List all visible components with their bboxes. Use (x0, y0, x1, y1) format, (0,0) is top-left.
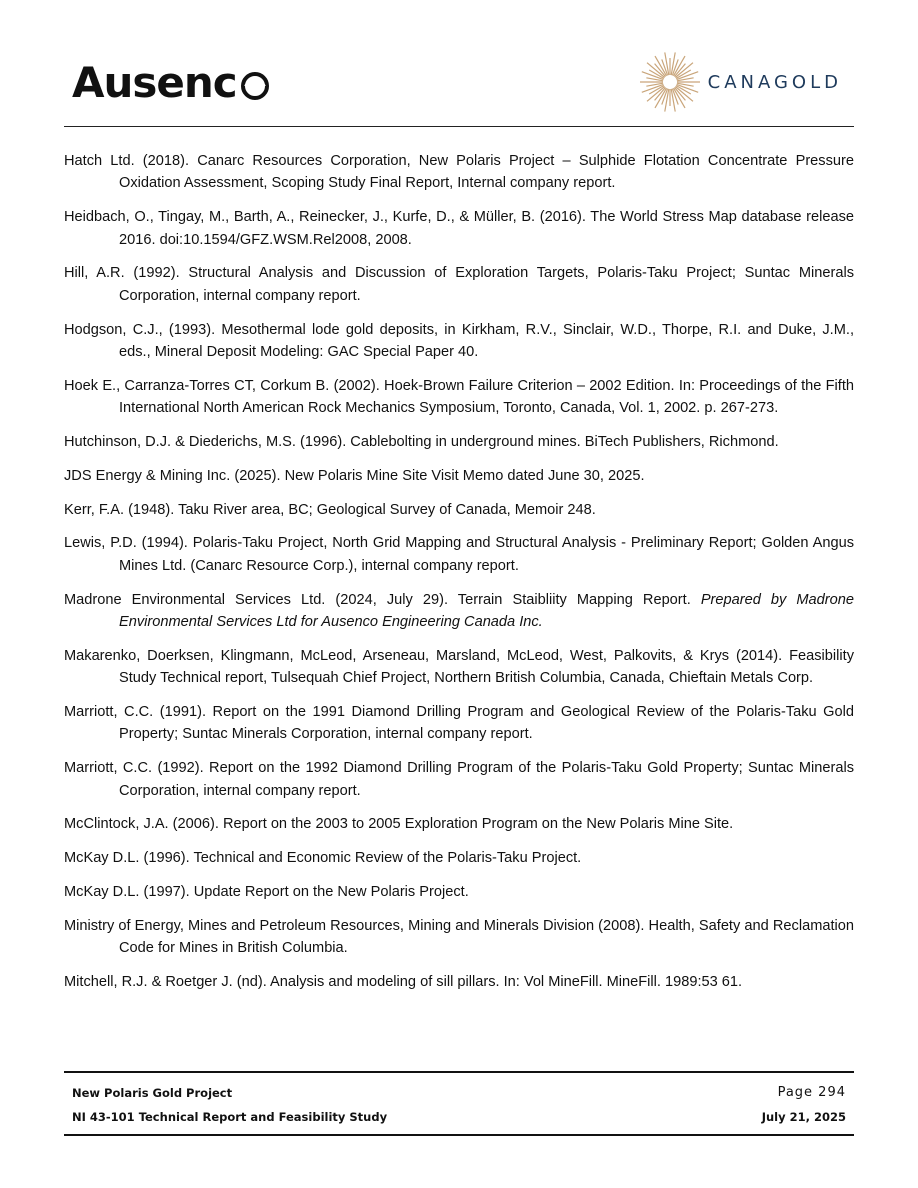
footer-date: July 21, 2025 (761, 1110, 846, 1124)
reference-text: Madrone Environmental Services Ltd. (2024, July 29). Terrain Staibliity Mapping Report. (64, 591, 701, 608)
page-header (64, 48, 854, 126)
footer-divider-top (64, 1071, 854, 1073)
reference-text: Hutchinson, D.J. & Diederichs, M.S. (1996). Cablebolting in underground mines. BiTech Publishers, Richmond. (64, 434, 779, 451)
reference-text: Marriott, C.C. (1992). Report on the 1992 Diamond Drilling Program of the Polaris-Taku Gold Property; Suntac Minerals Corporation, internal company report. (64, 760, 854, 799)
reference-list (64, 150, 854, 1005)
reference-entry (64, 150, 854, 195)
reference-entry (64, 319, 854, 364)
reference-entry (64, 701, 854, 746)
canagold-logo (638, 50, 842, 114)
reference-text: McClintock, J.A. (2006). Report on the 2003 to 2005 Exploration Program on the New Polaris Mine Site. (64, 816, 734, 833)
reference-text: Makarenko, Doerksen, Klingmann, McLeod, Arseneau, Marsland, McLeod, West, Palkovits, & Krys (2014). Feasibility Study Technical report, Tulsequah Chief Project, Northern British Columbia, Canada, Chieftain Metals Corp. (64, 647, 854, 687)
reference-italic-text: Prepared by Madrone Environmental Services Ltd for Ausenco Engineering Canada Inc. (119, 591, 854, 631)
footer-project-name: New Polaris Gold Project (72, 1086, 233, 1100)
reference-entry (64, 375, 854, 420)
reference-entry (64, 915, 854, 960)
footer-page-number: Page 294 (777, 1085, 846, 1100)
reference-text: Hill, A.R. (1992). Structural Analysis and Discussion of Exploration Targets, Polaris-Taku Project; Suntac Minerals Corporation, internal company report. (64, 265, 854, 304)
reference-entry (64, 262, 854, 307)
reference-text: Marriott, C.C. (1991). Report on the 1991 Diamond Drilling Program and Geological Review of the Polaris-Taku Gold Property; Suntac Minerals Corporation, internal company report. (64, 704, 854, 743)
ausenco-swirl-icon (238, 71, 272, 101)
reference-text: Lewis, P.D. (1994). Polaris-Taku Project, North Grid Mapping and Structural Analysis - Preliminary Report; Golden Angus Mines Ltd. (Canarc Resource Corp.), internal company report. (64, 535, 854, 574)
reference-entry (64, 465, 854, 487)
reference-text: McKay D.L. (1997). Update Report on the New Polaris Project. (64, 884, 469, 901)
footer-report-title: NI 43-101 Technical Report and Feasibility Study (72, 1110, 388, 1124)
reference-entry (64, 645, 854, 690)
canagold-sunburst-icon (638, 50, 702, 114)
reference-text: McKay D.L. (1996). Technical and Economic Review of the Polaris-Taku Project. (64, 850, 582, 867)
reference-text: Heidbach, O., Tingay, M., Barth, A., Reinecker, J., Kurfe, D., & Müller, B. (2016). The World Stress Map database release 2016. doi:10.1594/GFZ.WSM.Rel2008, 2008. (64, 209, 854, 248)
reference-entry (64, 532, 854, 577)
reference-entry (64, 757, 854, 802)
reference-entry (64, 881, 854, 903)
reference-entry (64, 589, 854, 634)
footer-divider-bottom (64, 1134, 854, 1136)
reference-entry (64, 847, 854, 869)
reference-text: Hodgson, C.J., (1993). Mesothermal lode gold deposits, in Kirkham, R.V., Sinclair, W.D., Thorpe, R.I. and Duke, J.M., eds., Mineral Deposit Modeling: GAC Special Paper 40. (64, 321, 854, 361)
reference-text: Kerr, F.A. (1948). Taku River area, BC; Geological Survey of Canada, Memoir 248. (64, 501, 596, 518)
reference-text: JDS Energy & Mining Inc. (2025). New Polaris Mine Site Visit Memo dated June 30, 2025. (64, 467, 645, 484)
reference-entry (64, 813, 854, 835)
ausenco-logo-text: Ausenc (72, 58, 237, 107)
reference-text: Hoek E., Carranza-Torres CT, Corkum B. (2002). Hoek-Brown Failure Criterion – 2002 Edition. In: Proceedings of the Fifth International North American Rock Mechanics Symposium, Toronto, Canada, Vol. 1, 2002. p. 267-273. (64, 377, 854, 417)
ausenco-logo (72, 58, 272, 107)
reference-entry (64, 971, 854, 993)
reference-entry (64, 206, 854, 251)
header-divider (64, 126, 854, 127)
reference-entry (64, 431, 854, 453)
reference-text: Hatch Ltd. (2018). Canarc Resources Corporation, New Polaris Project – Sulphide Flotation Concentrate Pressure Oxidation Assessment, Scoping Study Final Report, Internal company report. (64, 153, 854, 192)
reference-text: Mitchell, R.J. & Roetger J. (nd). Analysis and modeling of sill pillars. In: Vol MineFill. MineFill. 1989:53 61. (64, 974, 743, 991)
reference-entry (64, 499, 854, 521)
canagold-logo-text: CANAGOLD (707, 71, 842, 93)
reference-text: Ministry of Energy, Mines and Petroleum Resources, Mining and Minerals Division (2008). Health, Safety and Reclamation Code for Mines in British Columbia. (64, 917, 854, 957)
